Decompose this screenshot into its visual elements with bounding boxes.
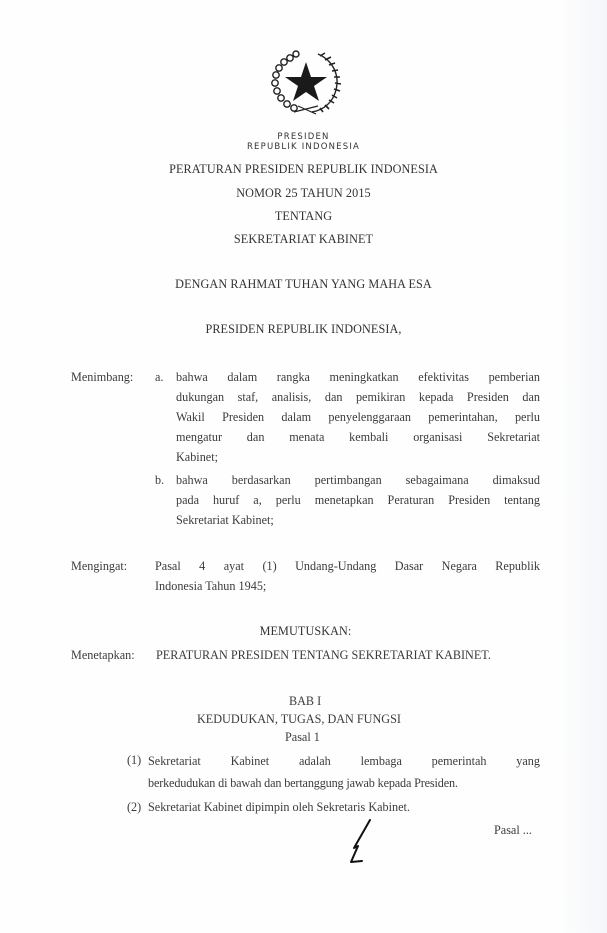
regulation-title: PERATURAN PRESIDEN REPUBLIK INDONESIA <box>169 162 438 176</box>
mengingat-label: Mengingat: <box>71 559 128 573</box>
memutuskan-heading: MEMUTUSKAN: <box>259 624 352 638</box>
ayat-1-marker: (1) <box>127 753 142 767</box>
menimbang-item-a-marker: a. <box>155 370 164 384</box>
pasal-heading: Pasal 1 <box>285 730 320 744</box>
ayat-2-text: Sekretariat Kabinet dipimpin oleh Sekretaris Kabinet. <box>148 800 410 814</box>
star-icon <box>285 62 327 101</box>
mengingat-text: Pasal 4 ayat (1) Undang-Undang Dasar Negara Republik Indonesia Tahun 1945; <box>155 559 540 593</box>
invocation: DENGAN RAHMAT TUHAN YANG MAHA ESA <box>175 277 432 291</box>
menimbang-item-a: bahwa dalam rangka meningkatkan efektivitas pemberian dukungan staf, analisis, dan pemikiran kepada Presiden dan Wakil Presiden dalam penyelenggaraan pemerintahan, perlu mengatur dan menata kembali organisasi Sekretariat Kabinet; <box>176 370 540 464</box>
ayat-2-marker: (2) <box>127 800 142 814</box>
ayat-1-text: Sekretariat Kabinet adalah lembaga pemerintah yang berkedudukan di bawah dan bertanggung jawab kepada Presiden. <box>148 754 540 790</box>
presidential-emblem-icon <box>268 46 344 120</box>
office-line-2: REPUBLIK INDONESIA <box>246 142 361 152</box>
bab-heading: BAB I <box>289 694 322 708</box>
menimbang-label: Menimbang: <box>71 370 134 384</box>
authority: PRESIDEN REPUBLIK INDONESIA, <box>205 322 402 336</box>
initial-signature-icon <box>340 818 380 868</box>
menetapkan-label: Menetapkan: <box>71 648 135 662</box>
office-line-1: PRESIDEN <box>277 132 330 142</box>
regulation-subject: SEKRETARIAT KABINET <box>233 232 374 246</box>
bab-title: KEDUDUKAN, TUGAS, DAN FUNGSI <box>197 712 401 726</box>
menimbang-item-b: bahwa berdasarkan pertimbangan sebagaimana dimaksud pada huruf a, perlu menetapkan Peraturan Presiden tentang Sekretariat Kabinet; <box>176 473 540 527</box>
regulation-tentang: TENTANG <box>274 209 333 223</box>
regulation-number: NOMOR 25 TAHUN 2015 <box>236 186 371 200</box>
continuation-marker: Pasal ... <box>494 823 532 837</box>
menetapkan-value: PERATURAN PRESIDEN TENTANG SEKRETARIAT KABINET. <box>156 648 491 662</box>
menimbang-item-b-marker: b. <box>155 473 165 487</box>
